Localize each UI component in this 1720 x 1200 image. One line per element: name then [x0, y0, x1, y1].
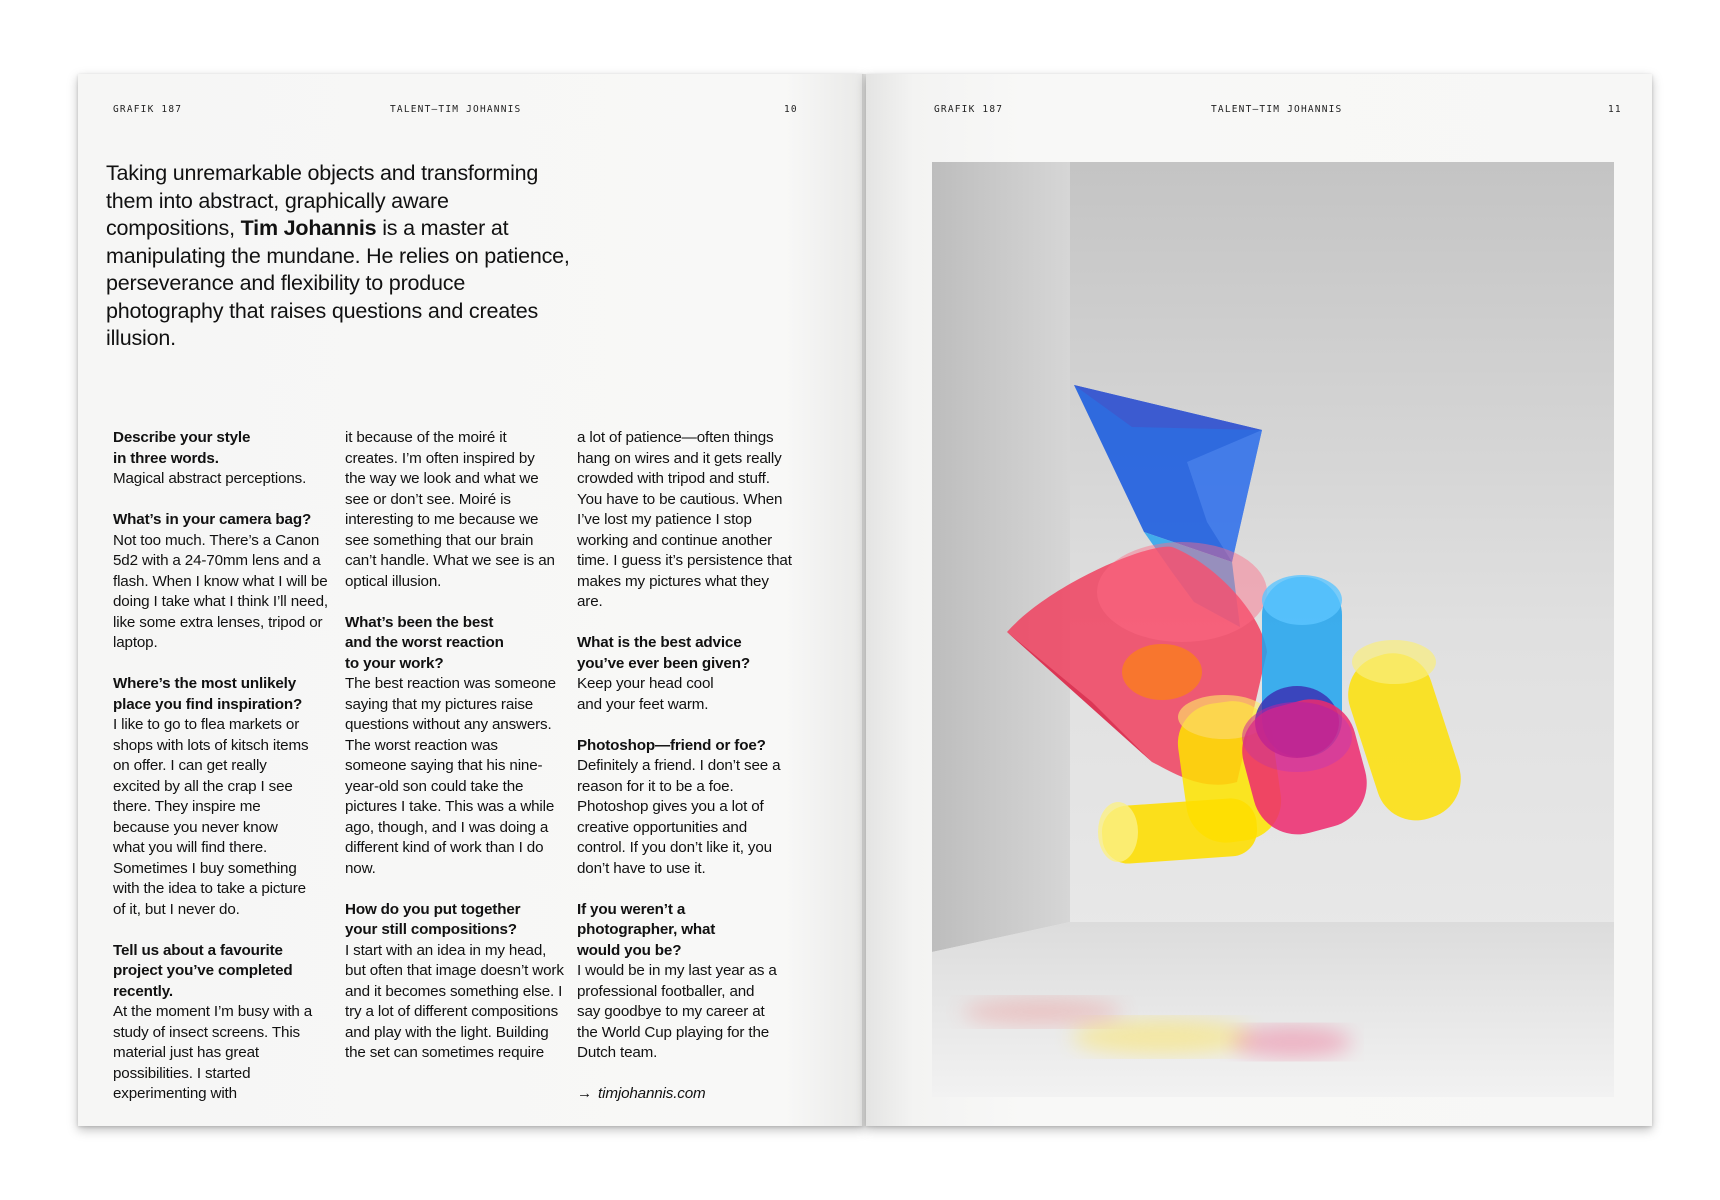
- answer: I start with an idea in my head, but often that image doesn’t work and it becomes something else. I try a lot of different compositions and play with the light. Building the set can sometimes require: [345, 941, 564, 1061]
- answer: At the moment I’m busy with a study of insect screens. This material just has great possibilities. I started experimenting with: [113, 1003, 313, 1102]
- qa-block: [113, 674, 345, 920]
- interview-column-1: [113, 428, 345, 1125]
- question: What’s been the best and the worst reaction to your work?: [345, 613, 504, 672]
- question: How do you put together your still compositions?: [345, 900, 521, 938]
- qa-block: [113, 428, 345, 490]
- qa-block: [113, 510, 345, 654]
- website-link[interactable]: [577, 1084, 799, 1105]
- question: Describe your style in three words.: [113, 429, 251, 467]
- red-shadow: [1232, 1026, 1352, 1058]
- answer-continued: it because of the moiré it creates. I’m often inspired by the way we look and what we see or don’t see. Moiré is interesting to me because we see something that our brain can’t handle. What we see is an optical illusion.: [345, 429, 555, 590]
- answer: Keep your head cool and your feet warm.: [577, 675, 714, 713]
- qa-block: [577, 633, 799, 715]
- left-header-magazine: GRAFIK 187: [113, 104, 183, 115]
- yellow-cylinder-bottom: [1098, 797, 1259, 866]
- intro-lead: Taking unremarkable objects and transforming them into abstract, graphically aware compositions,: [106, 161, 539, 240]
- qa-continuation: [345, 428, 567, 592]
- abstract-plastic-sculpture-photo: [932, 162, 1614, 1097]
- answer: Not too much. There’s a Canon 5d2 with a 24-70mm lens and a flash. When I know what I will be doing I take what I think I’ll need, like some extra lenses, tripod or laptop.: [113, 531, 328, 651]
- question: Where’s the most unlikely place you find inspiration?: [113, 675, 303, 713]
- qa-block: [577, 900, 799, 1064]
- yellow-shadow: [1072, 1019, 1252, 1055]
- orange-overlap: [1122, 644, 1202, 700]
- pink-shadow: [962, 998, 1122, 1026]
- answer: I would be in my last year as a professional footballer, and say goodbye to my career at the World Cup playing for the Dutch team.: [577, 962, 777, 1061]
- website-url[interactable]: timjohannis.com: [598, 1085, 706, 1102]
- interview-column-3: [577, 428, 799, 1125]
- qa-block: [577, 736, 799, 880]
- answer: Magical abstract perceptions.: [113, 470, 307, 487]
- photographer-name: Tim Johannis: [240, 216, 377, 240]
- right-header-section: TALENT—TIM JOHANNIS: [1211, 104, 1343, 115]
- qa-block: [113, 941, 345, 1105]
- question: What’s in your camera bag?: [113, 511, 312, 528]
- qa-block: [345, 613, 567, 880]
- question: What is the best advice you’ve ever been given?: [577, 634, 750, 672]
- left-page-number: 10: [784, 104, 798, 115]
- answer: I like to go to flea markets or shops with lots of kitsch items on offer. I can get really excited by all the crap I see there. They inspire me because you never know what you will find there. Sometimes I buy something with the idea to take a picture of it, but I never do.: [113, 716, 309, 918]
- answer: Definitely a friend. I don’t see a reason for it to be a foe. Photoshop gives you a lot of creative opportunities and control. If you don’t like it, you don’t have to use it.: [577, 757, 781, 877]
- intro-paragraph: [106, 160, 576, 353]
- answer: The best reaction was someone saying that my pictures raise questions without any answers. The worst reaction was someone saying that his nine-year-old son could take the pictures I take. This was a while ago, though, and I was doing a different kind of work than I do now.: [345, 675, 556, 877]
- question: If you weren’t a photographer, what would you be?: [577, 900, 716, 959]
- right-page-number: 11: [1608, 104, 1622, 115]
- intro-tail: is a master at manipulating the mundane. He relies on patience, perseverance and flexibility to produce photography that raises questions and creates illusion.: [106, 216, 570, 350]
- answer-continued: a lot of patience—often things hang on wires and it gets really crowded with tripod and stuff. You have to be cautious. When I’ve lost my patience I stop working and continue another time. I guess it’s persistence that makes my pictures what they are.: [577, 429, 792, 610]
- question: Tell us about a favourite project you’ve completed recently.: [113, 941, 293, 1000]
- right-header-magazine: GRAFIK 187: [934, 104, 1004, 115]
- left-wall: [932, 162, 1070, 952]
- arrow-right-icon: →: [577, 1085, 593, 1102]
- feature-photograph: [932, 162, 1614, 1097]
- question: Photoshop—friend or foe?: [577, 736, 766, 754]
- left-header-section: TALENT—TIM JOHANNIS: [390, 104, 522, 115]
- qa-block: [345, 900, 567, 1064]
- qa-continuation: [577, 428, 799, 613]
- interview-column-2: [345, 428, 567, 1084]
